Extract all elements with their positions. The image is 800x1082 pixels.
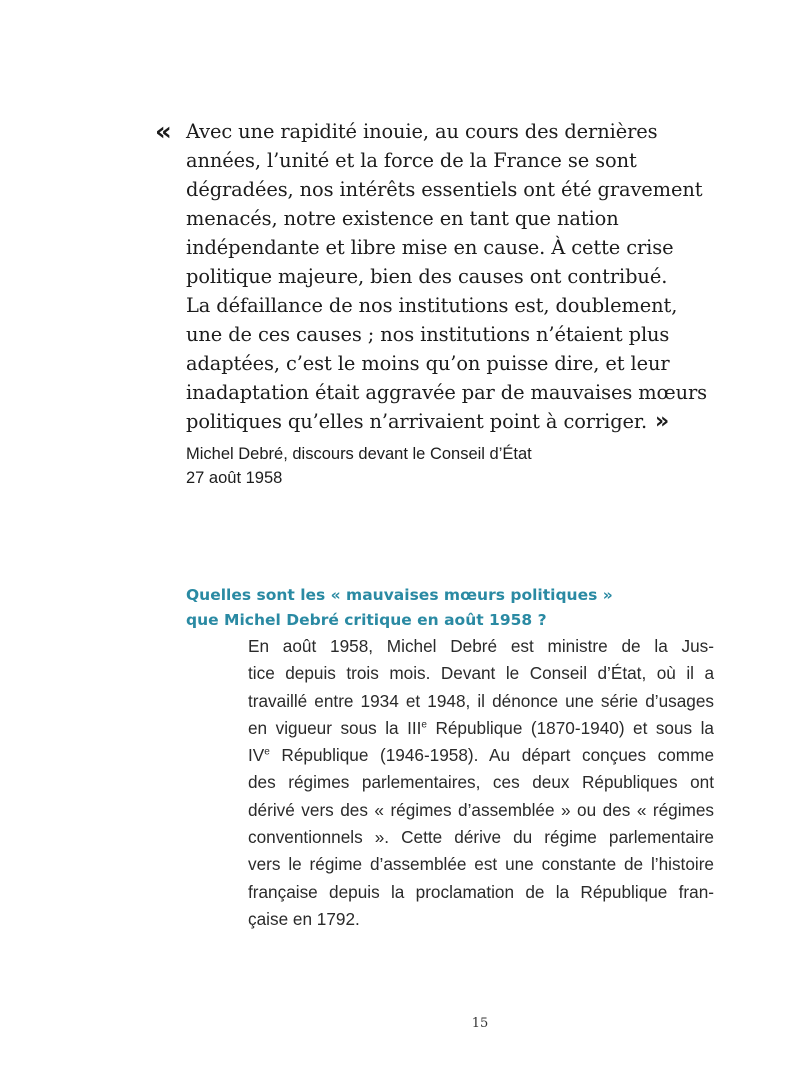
superscript: e bbox=[264, 746, 270, 758]
body-line: dérivé vers des « régimes d’assemblée » ou des « régimes bbox=[248, 799, 714, 820]
quote-line: inadaptation était aggravée par de mauvaises mœurs bbox=[186, 381, 707, 404]
body-line: çaise en 1792. bbox=[248, 908, 360, 929]
body-line bbox=[248, 715, 714, 742]
quote-line: La défaillance de nos institutions est, doublement, bbox=[186, 294, 678, 317]
body-text-fragment: République (1870-1940) et sous la bbox=[426, 717, 714, 738]
page-number: 15 bbox=[471, 1016, 489, 1031]
quote-line: indépendante et libre mise en cause. À cette crise bbox=[186, 236, 674, 259]
quote-attribution bbox=[186, 442, 715, 490]
body-line: française depuis la proclamation de la République fran- bbox=[248, 881, 714, 902]
epigraph-quote bbox=[155, 117, 715, 490]
attribution-date: 27 août 1958 bbox=[186, 469, 283, 487]
body-text-fragment: IV bbox=[248, 745, 265, 766]
body-line: travaillé entre 1934 et 1948, il dénonce une série d’usages bbox=[248, 690, 714, 711]
open-quote-mark: « bbox=[155, 117, 172, 147]
body-line bbox=[248, 742, 714, 769]
body-text-fragment: République (1946-1958). Au départ conçues comme bbox=[269, 745, 714, 766]
quote-line: dégradées, nos intérêts essentiels ont été gravement bbox=[186, 178, 703, 201]
body-line: vers le régime d’assemblée est une constante de l’histoire bbox=[248, 854, 714, 875]
close-quote-mark: » bbox=[655, 409, 670, 434]
body-line: conventionnels ». Cette dérive du régime parlementaire bbox=[248, 827, 714, 848]
body-paragraph bbox=[248, 633, 714, 933]
quote-line: Avec une rapidité inouie, au cours des dernières bbox=[186, 120, 658, 143]
quote-line: politiques qu’elles n’arrivaient point à corriger. bbox=[186, 410, 648, 433]
section-question-heading bbox=[186, 583, 613, 633]
attribution-author: Michel Debré, discours devant le Conseil d’État bbox=[186, 445, 532, 463]
body-line: des régimes parlementaires, ces deux Républiques ont bbox=[248, 772, 714, 793]
quote-line: politique majeure, bien des causes ont contribué. bbox=[186, 265, 668, 288]
body-text-fragment: en vigueur sous la III bbox=[248, 717, 422, 738]
quote-line-last bbox=[186, 407, 715, 436]
superscript: e bbox=[421, 719, 427, 731]
quote-text bbox=[186, 117, 715, 436]
quote-line: une de ces causes ; nos institutions n’étaient plus bbox=[186, 323, 670, 346]
body-line: tice depuis trois mois. Devant le Conseil d’État, où il a bbox=[248, 663, 714, 684]
quote-line: adaptées, c’est le moins qu’on puisse dire, et leur bbox=[186, 352, 670, 375]
quote-line: menacés, notre existence en tant que nation bbox=[186, 207, 619, 230]
body-line: En août 1958, Michel Debré est ministre de la Jus- bbox=[248, 636, 714, 656]
question-line: que Michel Debré critique en août 1958 ? bbox=[186, 611, 547, 629]
question-line: Quelles sont les « mauvaises mœurs politiques » bbox=[186, 586, 613, 604]
quote-line: années, l’unité et la force de la France se sont bbox=[186, 149, 637, 172]
